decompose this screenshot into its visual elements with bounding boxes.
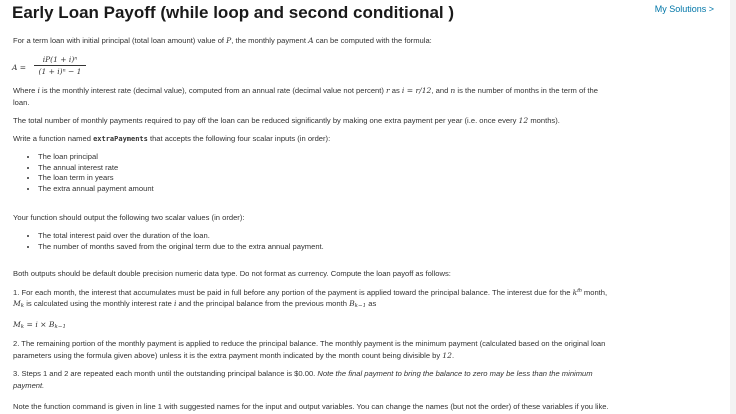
function-note: Note the function command is given in line 1 with suggested names for the input and output variables. You can change the names (but not the order) of these variables if you like. (13, 402, 609, 411)
total-payments-text: The total number of monthly payments required to pay off the loan can be reduced significantly by making one extra payment per year (i.e. once every 12 months). (13, 116, 560, 125)
step2-text-cont: parameters using the formula given above) unless it is the extra payment month indicated by the month count being divisible by 12. (13, 351, 455, 360)
inputs-list (28, 152, 154, 194)
function-name: extraPayments (93, 135, 148, 143)
my-solutions-link[interactable]: My Solutions > (654, 4, 714, 14)
step3-text: 3. Steps 1 and 2 are repeated each month until the outstanding principal balance is $0.00. Note the final payment to bring the balance to zero may be less than the minimum (13, 369, 593, 378)
list-item: • The extra annual payment amount (38, 184, 154, 195)
fraction-bar (34, 65, 86, 66)
intro-text: For a term loan with initial principal (total loan amount) value of P, the monthly payment A can be computed with the formula: (13, 36, 432, 45)
formula-numerator: iP(1 + i)ⁿ (42, 55, 78, 64)
write-function-text: Write a function named extraPayments that accepts the following four scalar inputs (in order): (13, 134, 331, 143)
list-item: • The loan principal (38, 152, 154, 163)
page-title: Early Loan Payoff (while loop and second conditional ) (12, 3, 455, 22)
outputs-intro: Your function should output the following two scalar values (in order): (13, 213, 245, 222)
step3-text-cont: payment. (13, 381, 45, 390)
where-text-cont: loan. (13, 98, 30, 107)
scrollbar-track[interactable] (730, 0, 736, 414)
where-text: Where i is the monthly interest rate (decimal value), computed from an annual rate (decimal value not percent) r as i = r/12, and n is the number of months in the term of the (13, 86, 598, 95)
formula-denominator: (1 + i)ⁿ − 1 (38, 67, 82, 76)
both-outputs-text: Both outputs should be default double precision numeric data type. Do not format as currency. Compute the loan payoff as follows: (13, 269, 451, 278)
outputs-list (28, 231, 324, 252)
step2-text: 2. The remaining portion of the monthly payment is applied to reduce the principal balance. The monthly payment is the minimum payment (calculated based on the original loan (13, 339, 606, 348)
step1-text: 1. For each month, the interest that accumulates must be paid in full before any portion of the payment is applied toward the principal balance. The interest due for the $k^{th}$ month, (13, 288, 608, 297)
step1-text-cont: Mk is calculated using the monthly interest rate i and the principal balance from the previous month Bk−1 as (13, 299, 377, 309)
mk-equation: Mk = i × Bk−1 (13, 320, 66, 330)
list-item: • The total interest paid over the duration of the loan. (38, 231, 324, 242)
list-item: • The number of months saved from the original term due to the extra annual payment. (38, 242, 324, 253)
list-item: • The annual interest rate (38, 163, 154, 174)
problem-page: Early Loan Payoff (while loop and second conditional ) My Solutions > For a term loan with initial principal (total loan amount) value of P, the monthly payment A can be computed with the formula: A = iP(1 + i)ⁿ (1 + i)ⁿ − 1 Where i is the monthly interest rate (decimal value), computed from an annual rate (decimal value not percent) r as i = r/12, and n is the number of months in the term of the loan. The total number of monthly payments required to pay off the loan can be reduced significantly by making one extra payment per year (i.e. once every 12 months). Write a function named extraPayments that accepts the following four scalar inputs (in order): • The loan principal • The annual interest rate • The loan term in years • The extra annual payment amount Your function should output the following two scalar values (in order): • The total interest paid over the duration of the loan. • The number of months saved from the original term due to the extra annual payment. Both outputs should be default double precision numeric data type. Do not format as currency. Compute the loan payoff as follows: 1. For each month, the interest that accumulates must be paid in full before any portion of the payment is applied toward the principal balance. The interest due for the $k^{th}$ month, Mk is calculated using the monthly interest rate i and the principal balance from the previous month Bk−1 as Mk = i × Bk−1 2. The remaining portion of the monthly payment is applied to reduce the principal balance. The monthly payment is the minimum payment (calculated based on the original loan parameters using the formula given above) unless it is the extra payment month indicated by the month count being divisible by 12. 3. Steps 1 and 2 are repeated each month until the outstanding principal balance is $0.00. Note the final payment to bring the balance to zero may be less than the minimum payment. Note the function command is given in line 1 with suggested names for the input and output variables. You can change the names (but not the order) of these variables if you like. (0, 0, 736, 414)
list-item: • The loan term in years (38, 173, 154, 184)
